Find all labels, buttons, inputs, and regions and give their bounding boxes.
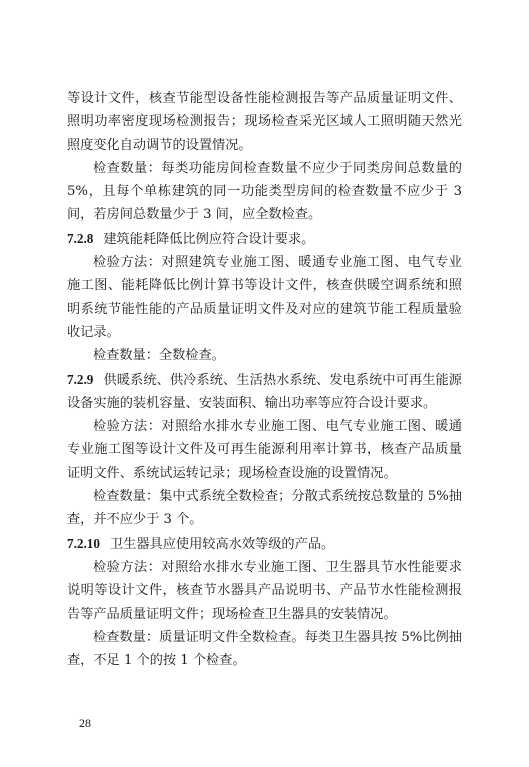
clause-text: 建筑能耗降低比例应符合设计要求。 <box>103 231 315 247</box>
body-paragraph: 检验方法：对照建筑专业施工图、暖通专业施工图、电气专业施工图、能耗降低比例计算书等设计文件，核查供暖空调系统和照明系统节能性能的产品质量证明文件及对应的建筑节能工程质量验收记录。 <box>67 255 462 340</box>
body-paragraph: 检查数量：全数检查。 <box>93 348 225 364</box>
body-paragraph: 等设计文件，核查节能型设备性能检测报告等产品质量证明文件、照明功率密度现场检测报告；现场检查采光区域人工照明随天然光照度变化自动调节的设置情况。 <box>67 91 462 153</box>
body-paragraph: 检查数量：质量证明文件全数检查。每类卫生器具按 5%比例抽查，不足 1 个的按 1 个检查。 <box>67 629 462 669</box>
clause-paragraph <box>67 532 462 556</box>
page-number: 28 <box>79 716 91 730</box>
clause-text: 供暖系统、供冷系统、生活热水系统、发电系统中可再生能源设备实施的装机容量、安装面积、输出功率等应符合设计要求。 <box>67 372 462 411</box>
body-paragraph: 检查数量：每类功能房间检查数量不应少于同类房间总数量的 5%，且每个单栋建筑的同一功能类型房间的检查数量不应少于 3 间，若房间总数量少于 3 间，应全数检查。 <box>67 160 462 223</box>
clause-number: 7.2.9 <box>67 371 94 387</box>
clause-number: 7.2.8 <box>67 230 94 246</box>
body-paragraph: 检验方法：对照给水排水专业施工图、卫生器具节水性能要求说明等设计文件，核查节水器具产品说明书、产品节水性能检测报告等产品质量证明文件；现场检查卫生器具的安装情况。 <box>67 559 462 622</box>
body-paragraph: 检验方法：对照给水排水专业施工图、电气专业施工图、暖通专业施工图等设计文件及可再生能源利用率计算书，核查产品质量证明文件、系统试运转记录；现场检查设施的设置情况。 <box>67 419 462 481</box>
clause-paragraph <box>67 368 462 416</box>
clause-number: 7.2.10 <box>67 535 100 551</box>
page-body <box>67 87 462 672</box>
body-paragraph: 检查数量：集中式系统全数检查；分散式系统按总数量的 5%抽查，并不应少于 3 个。 <box>67 489 462 528</box>
clause-paragraph <box>67 227 462 251</box>
clause-text: 卫生器具应使用较高水效等级的产品。 <box>109 536 335 552</box>
